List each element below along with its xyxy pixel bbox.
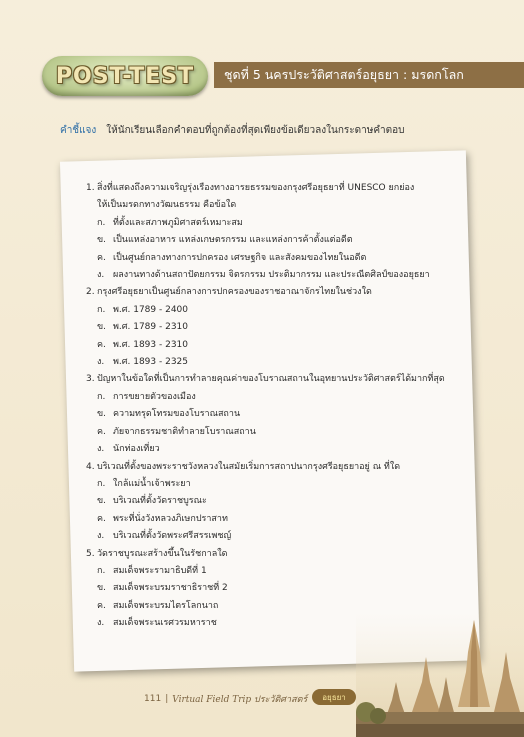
question-number: 4. [86,461,95,472]
option-b[interactable] [86,580,466,597]
option-b[interactable] [86,319,466,336]
option-a[interactable] [86,563,466,580]
question-text: สิ่งที่แสดงถึงความเจริญรุ่งเรืองทางอารยธรรมของกรุงศรีอยุธยาที่ UNESCO ยกย่อง [97,183,415,193]
footer [144,692,307,706]
option-letter: ง. [97,444,105,455]
option-text: ความทรุดโทรมของโบราณสถาน [113,409,241,420]
option-b[interactable] [86,493,466,510]
option-d[interactable] [86,441,466,458]
instruction [60,123,405,138]
option-d[interactable] [86,354,466,371]
option-c[interactable] [86,250,466,267]
option-text: นักท่องเที่ยว [113,444,160,455]
header-bar [214,62,524,88]
option-letter: ข. [97,235,107,246]
option-d[interactable] [86,528,466,545]
option-text: ใกล้แม่น้ำเจ้าพระยา [113,478,191,489]
question-text: บริเวณที่ตั้งของพระราชวังหลวงในสมัยเริ่มการสถาปนากรุงศรีอยุธยาอยู่ ณ ที่ใด [97,461,401,472]
option-text: เป็นแหล่งอาหาร แหล่งเกษตรกรรม และแหล่งการค้าตั้งแต่อดีต [113,235,353,246]
logo-text: อยุธยา [322,692,346,702]
option-c[interactable] [86,511,466,528]
option-letter: ก. [97,217,106,228]
option-text: สมเด็จพระรามาธิบดีที่ 1 [113,565,207,576]
option-letter: ก. [97,304,106,315]
option-a[interactable] [86,302,466,319]
option-letter: ง. [97,357,105,368]
option-letter: ก. [97,391,106,402]
option-letter: ค. [97,426,106,437]
option-letter: ค. [97,339,106,350]
question-1 [86,180,466,284]
instruction-text: ให้นักเรียนเลือกคำตอบที่ถูกต้องที่สุดเพียงข้อเดียวลงในกระดาษคำตอบ [106,125,405,136]
option-text: สมเด็จพระบรมราชาธิราชที่ 2 [113,583,228,594]
option-letter: ค. [97,513,106,524]
badge-text: POST-TEST [55,63,195,89]
question-text: ปัญหาในข้อใดที่เป็นการทำลายคุณค่าของโบราณสถานในอุทยานประวัติศาสตร์ได้มากที่สุด [97,374,445,385]
option-text: การขยายตัวของเมือง [113,391,196,402]
option-text: บริเวณที่ตั้งวัดพระศรีสรรเพชญ์ [113,531,232,542]
option-text: บริเวณที่ตั้งวัดราชบูรณะ [113,496,207,507]
option-text: พ.ศ. 1789 - 2310 [113,322,189,333]
option-letter: ข. [97,583,107,594]
option-letter: ง. [97,531,105,542]
footer-separator: | [165,694,169,704]
option-letter: ข. [97,409,107,420]
option-letter: ข. [97,322,107,333]
option-d[interactable] [86,267,466,284]
page-number: 111 [144,694,162,704]
option-text: ภัยจากธรรมชาติทำลายโบราณสถาน [113,426,256,437]
option-a[interactable] [86,476,466,493]
option-letter: ก. [97,565,106,576]
option-a[interactable] [86,215,466,232]
instruction-label: คำชี้แจง [60,125,97,136]
option-c[interactable] [86,337,466,354]
option-letter: ค. [97,600,106,611]
option-text: ที่ตั้งและสภาพภูมิศาสตร์เหมาะสม [113,217,243,228]
question-number: 1. [86,183,95,193]
question-number: 2. [86,287,95,298]
option-text: เป็นศูนย์กลางทางการปกครอง เศรษฐกิจ และสังคมของไทยในอดีต [113,252,367,263]
question-3 [86,371,466,458]
question-number: 3. [86,374,95,385]
option-c[interactable] [86,424,466,441]
temple-illustration [356,612,524,737]
option-letter: ก. [97,478,106,489]
option-text: พ.ศ. 1893 - 2325 [113,357,189,368]
question-list [86,180,466,633]
option-letter: ง. [97,618,105,629]
option-a[interactable] [86,389,466,406]
ayutthaya-logo [312,689,356,705]
footer-title: Virtual Field Trip ประวัติศาสตร์ [172,695,308,705]
post-test-badge [42,56,208,96]
question-text: กรุงศรีอยุธยาเป็นศูนย์กลางการปกครองของราชอาณาจักรไทยในช่วงใด [97,287,372,298]
question-2 [86,284,466,371]
option-text: ผลงานทางด้านสถาปัตยกรรม จิตรกรรม ประติมากรรม และประณีตศิลป์ของอยุธยา [113,270,430,281]
option-b[interactable] [86,232,466,249]
question-text: วัดราชบูรณะสร้างขึ้นในรัชกาลใด [97,548,228,559]
page-title: ชุดที่ 5 นครประวัติศาสตร์อยุธยา : มรดกโลก [224,67,464,82]
question-4 [86,459,466,546]
option-text: พ.ศ. 1789 - 2400 [113,304,189,315]
option-text: สมเด็จพระนเรศวรมหาราช [113,618,217,629]
option-text: สมเด็จพระบรมไตรโลกนาถ [113,600,219,611]
option-text: พระที่นั่งวังหลวงภิเษกปราสาท [113,513,228,524]
option-letter: ข. [97,496,107,507]
option-text: พ.ศ. 1893 - 2310 [113,339,189,350]
question-number: 5. [86,548,95,559]
option-b[interactable] [86,406,466,423]
question-text-continued: ให้เป็นมรดกทางวัฒนธรรม คือข้อใด [97,200,237,211]
option-letter: ง. [97,270,105,281]
option-letter: ค. [97,252,106,263]
